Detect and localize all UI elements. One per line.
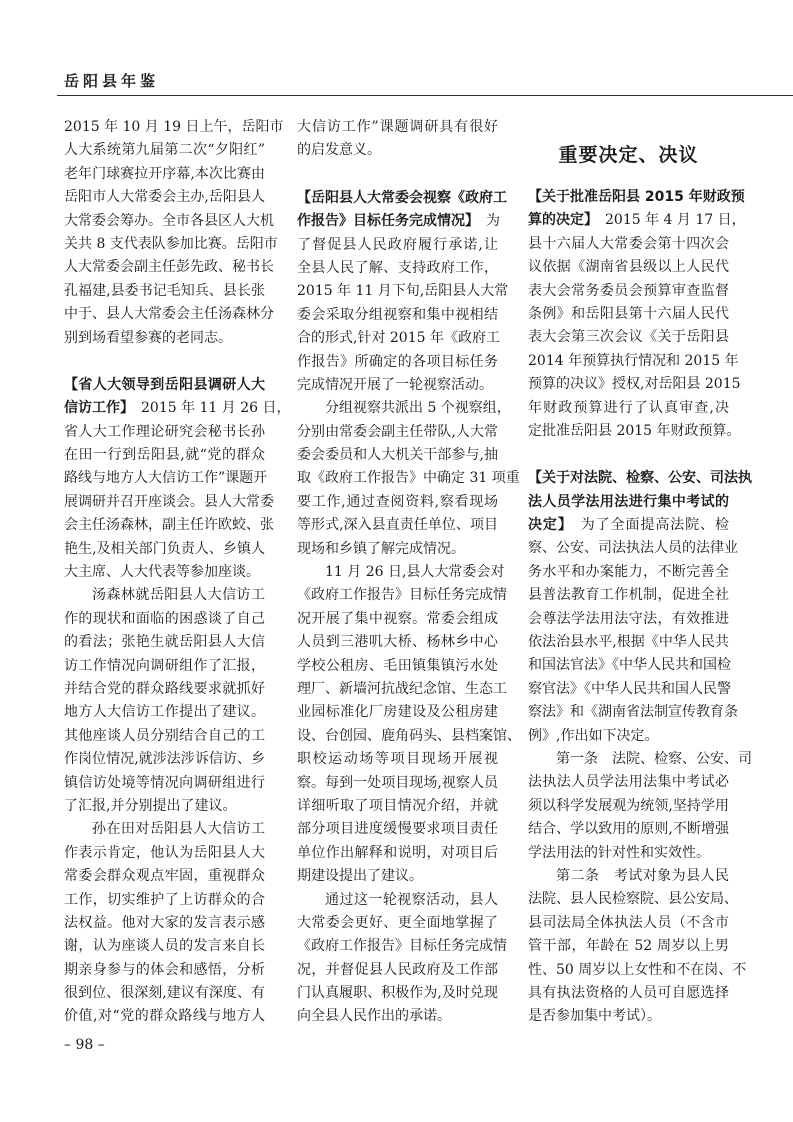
entry-paragraph	[528, 186, 746, 443]
body-text: 门认真履职、积极作为,及时兑现	[297, 985, 498, 1002]
text-line	[64, 608, 265, 631]
body-text: 2015 年 4 月 17 日，	[591, 212, 746, 229]
text-line	[297, 351, 498, 374]
text-line	[528, 326, 729, 349]
body-text: 工作，切实维护了上访群众的合	[64, 891, 265, 908]
text-line	[297, 701, 498, 724]
text-line	[64, 210, 274, 233]
body-text: 在田一行到岳阳县,就“党的群众	[64, 447, 265, 464]
text-line	[64, 233, 278, 256]
body-text: 法执法人员学法用法集中考试必	[528, 774, 729, 791]
text-line	[528, 654, 729, 677]
body-text: 《政府工作报告》目标任务完成情	[297, 938, 507, 955]
body-text: 会主任汤森林，副主任许欧蛟、张	[64, 517, 274, 534]
text-line	[528, 491, 729, 514]
text-line	[64, 397, 291, 420]
body-text: 了汇报,并分别提出了建议。	[64, 797, 237, 814]
text-line	[64, 584, 265, 607]
body-text: 人员到三港叽大桥、杨林乡中心	[297, 634, 498, 651]
text-column-2	[297, 116, 521, 1029]
entry-heading: 作报告》目标任务完成情况】	[297, 213, 472, 230]
body-text: 访工作情况向调研组作了汇报，	[64, 657, 265, 674]
text-line	[528, 514, 729, 537]
text-line	[528, 280, 729, 303]
text-line	[64, 116, 284, 139]
body-text: 作的现状和面临的困惑谈了自己	[64, 610, 265, 627]
text-line	[297, 187, 507, 210]
body-text: 理厂、新墙河抗战纪念馆、生态工	[297, 680, 507, 697]
text-line	[297, 304, 498, 327]
entry-paragraph	[64, 374, 291, 585]
text-column-3	[528, 186, 752, 1029]
body-text: 须以科学发展观为统领,坚持学用	[528, 797, 729, 814]
body-text: 省人大工作理论研究会秘书长孙	[64, 423, 265, 440]
text-line	[528, 584, 729, 607]
text-line	[64, 678, 265, 701]
text-line	[64, 959, 265, 982]
body-text: 汤森林就岳阳县人大信访工	[92, 587, 265, 604]
body-text: 《政府工作报告》目标任务完成情	[297, 587, 507, 604]
text-line	[297, 257, 498, 280]
body-text: 的启发意义。	[297, 142, 381, 159]
body-text: 老年门球赛拉开序幕,本次比赛由	[64, 165, 265, 182]
text-line	[64, 186, 265, 209]
text-line	[297, 678, 507, 701]
body-text: 分组视察共派出 5 个视察组，	[325, 400, 511, 417]
body-text: 期亲身参与的体会和感悟，分析	[64, 961, 265, 978]
body-text: 现场和乡镇了解完成情况。	[297, 540, 465, 557]
body-text: 委会采取分组视察和集中视相结	[297, 306, 498, 323]
text-line	[297, 725, 521, 748]
text-line	[528, 537, 738, 560]
body-text: 取《政府工作报告》中确定 31 项重	[297, 470, 520, 487]
body-paragraph	[528, 865, 747, 1029]
entry-heading: 【岳阳县人大常委会视察《政府工	[297, 189, 507, 206]
body-paragraph	[297, 561, 521, 888]
body-paragraph	[297, 116, 498, 163]
body-text: 价值,对“党的群众路线与地方人	[64, 1008, 265, 1025]
text-line	[297, 631, 498, 654]
body-text: 2015 年 10 月 19 日上午，岳阳市	[64, 119, 284, 135]
text-line	[64, 561, 265, 584]
body-text: 要工作,通过查阅资料,察看现场	[297, 493, 498, 510]
text-line	[528, 467, 752, 490]
text-line	[528, 209, 746, 232]
body-text: 作报告》所确定的各项目标任务	[297, 353, 498, 370]
body-text: 表大会第三次会议《关于岳阳县	[528, 329, 729, 346]
body-text: 通过这一轮视察活动，县人	[325, 891, 498, 908]
text-line	[297, 374, 498, 397]
body-text: 设、台创园、鹿角码头、县档案馆、	[297, 727, 521, 744]
text-line	[64, 935, 265, 958]
body-text: 期建设提出了建议。	[297, 868, 423, 885]
body-text: 察官法》《中华人民共和国人民警	[528, 680, 731, 697]
text-line	[64, 139, 265, 162]
body-text: 例》,作出如下决定。	[528, 727, 659, 744]
body-text: 镇信访处境等情况向调研组进行	[64, 774, 265, 791]
text-line	[64, 912, 265, 935]
body-text: 等形式,深入县直责任单位、项目	[297, 517, 498, 534]
body-text: 2015 年 11 月下旬,岳阳县人大常	[297, 283, 509, 300]
text-line	[297, 655, 498, 678]
body-text: 察。每到一处项目现场,视察人员	[297, 774, 498, 791]
text-line	[64, 889, 265, 912]
text-line	[297, 234, 498, 257]
body-text: 学法用法的针对性和实效性。	[528, 844, 710, 861]
header-rule	[57, 95, 793, 96]
body-text: 表大会常务委员会预算审查监督	[528, 282, 729, 299]
text-line	[64, 701, 265, 724]
text-line	[297, 608, 498, 631]
body-text: 条例》和岳阳县第十六届人民代	[528, 305, 729, 322]
body-text: 大常委会更好、更全面地掌握了	[297, 914, 498, 931]
entry-paragraph	[528, 467, 752, 748]
section-title: 重要决定、决议	[558, 144, 699, 166]
body-text: 县十六届人大常委会第十四次会	[528, 235, 729, 252]
body-text: 部分项目进度缓慢要求项目责任	[297, 821, 498, 838]
body-text: 管干部，年龄在 52 周岁以上男	[528, 938, 729, 955]
body-text: 关共 8 支代表队参加比赛。岳阳市	[64, 235, 278, 252]
body-text: 详细听取了项目情况介绍，并就	[297, 797, 498, 814]
text-line	[528, 795, 729, 818]
text-line	[297, 397, 511, 420]
body-text: 性、50 周岁以上女性和不在岗、不	[528, 961, 747, 978]
body-text: 务水平和办案能力，不断完善全	[528, 563, 729, 580]
body-text: 岳阳市人大常委会主办,岳阳县人	[64, 189, 265, 206]
text-line	[297, 421, 498, 444]
text-line	[64, 865, 265, 888]
text-line	[297, 561, 505, 584]
body-text: 第二条 考试对象为县人民	[556, 867, 729, 884]
entry-heading: 决定】	[528, 517, 566, 534]
text-line	[297, 1005, 498, 1028]
body-text: 年财政预算进行了认真审查,决	[528, 399, 729, 416]
text-line	[297, 584, 507, 607]
body-text: 职校运动场等项目现场开展视	[297, 751, 498, 768]
body-text: 况，并督促县人民政府及工作部	[297, 961, 498, 978]
text-line	[297, 538, 498, 561]
entry-heading: 【关于批准岳阳县 2015 年财政预	[528, 189, 745, 205]
text-line	[64, 725, 265, 748]
body-text: 路线与地方人大信访工作”课题开	[64, 470, 268, 487]
body-text: 分别由常委会副主任带队,人大常	[297, 423, 498, 440]
entry-paragraph	[297, 187, 509, 398]
body-text: 法权益。他对大家的发言表示感	[64, 914, 265, 931]
text-line	[297, 444, 498, 467]
body-text: 察、公安、司法执法人员的法律业	[528, 540, 738, 557]
text-line	[64, 327, 265, 350]
text-line	[64, 842, 265, 865]
body-text: 孙在田对岳阳县人大信访工	[92, 821, 265, 838]
body-text: 单位作出解释和说明，对项目后	[297, 844, 498, 861]
body-text: 向全县人民作出的承诺。	[297, 1008, 451, 1025]
text-line	[64, 538, 265, 561]
body-text: 第一条 法院、检察、公安、司	[556, 750, 752, 767]
text-line	[528, 303, 729, 326]
text-line	[528, 631, 729, 654]
body-text: 大信访工作”课题调研具有很好	[297, 119, 498, 135]
text-line	[528, 912, 729, 935]
text-line	[528, 771, 729, 794]
text-line	[64, 514, 274, 537]
text-line	[297, 935, 507, 958]
text-line	[528, 256, 729, 279]
body-text: 察法》和《湖南省法制宣传教育条	[528, 704, 738, 721]
body-text: 展调研并召开座谈会。县人大常委	[64, 493, 274, 510]
text-line	[528, 701, 738, 724]
body-text: 人大常委会副主任彭先政、秘书长	[64, 259, 274, 276]
text-line	[528, 982, 729, 1005]
text-line	[64, 982, 265, 1005]
entry-heading: 算的决定】	[528, 212, 591, 229]
body-text: 县司法局全体执法人员（不含市	[528, 914, 729, 931]
entry-heading: 法人员学法用法进行集中考试的	[528, 493, 729, 510]
text-line	[297, 889, 498, 912]
text-line	[528, 959, 747, 982]
entry-heading: 【省人大领导到岳阳县调研人大	[64, 376, 265, 393]
body-paragraph	[64, 818, 265, 1029]
body-text: 并结合党的群众路线要求就抓好	[64, 680, 265, 697]
text-line	[528, 865, 729, 888]
text-line	[528, 748, 752, 771]
body-text: 为	[472, 213, 500, 230]
text-line	[297, 327, 498, 350]
text-line	[528, 397, 729, 420]
body-text: 艳生,及相关部门负责人、乡镇人	[64, 540, 265, 557]
entry-heading: 【关于对法院、检察、公安、司法执	[528, 470, 752, 487]
text-line	[528, 935, 729, 958]
body-text: 和国法官法》《中华人民共和国检	[528, 657, 731, 674]
text-column-1	[64, 116, 291, 1029]
body-text: 大常委会筹办。全市各县区人大机	[64, 212, 274, 229]
body-text: 常委会群众观点牢固，重视群众	[64, 868, 265, 885]
text-line	[528, 842, 729, 865]
body-paragraph	[64, 584, 265, 818]
text-line	[64, 467, 268, 490]
body-text: 2014 年预算执行情况和 2015 年	[528, 352, 739, 369]
text-line	[64, 631, 265, 654]
body-text: 依法治县水平,根据《中华人民共	[528, 634, 729, 651]
body-text: 别到场看望参赛的老同志。	[64, 329, 232, 346]
text-line	[297, 514, 498, 537]
body-paragraph	[297, 397, 520, 561]
text-line	[297, 772, 498, 795]
text-line	[297, 748, 498, 771]
text-line	[528, 608, 729, 631]
text-line	[64, 655, 265, 678]
text-line	[297, 842, 498, 865]
body-text: 结合、学以致用的原则,不断增强	[528, 821, 729, 838]
body-text: 预算的决议》授权,对岳阳县 2015	[528, 376, 741, 393]
body-text: 定批准岳阳县 2015 年财政预算。	[528, 422, 741, 439]
text-line	[528, 725, 729, 748]
text-line	[528, 373, 741, 396]
text-line	[64, 1005, 265, 1028]
text-line	[528, 561, 729, 584]
body-text: 委会委员和人大机关干部参与,抽	[297, 447, 498, 464]
entry-heading: 信访工作】	[64, 400, 127, 417]
text-line	[64, 163, 265, 186]
text-line	[528, 678, 729, 701]
body-text: 谢，认为座谈人员的发言来自长	[64, 938, 265, 955]
text-line	[297, 818, 498, 841]
body-text: 会尊法学法用法守法，有效推进	[528, 610, 729, 627]
body-text: 学校公租房、毛田镇集镇污水处	[297, 657, 498, 674]
text-line	[64, 818, 265, 841]
body-text: 人大系统第九届第二次“夕阳红”	[64, 142, 265, 159]
text-line	[64, 374, 265, 397]
text-line	[297, 139, 498, 162]
body-text: 况开展了集中视察。常委会组成	[297, 610, 498, 627]
body-text: 很到位、很深刻,建议有深度、有	[64, 985, 265, 1002]
body-text: 业园标准化厂房建设及公租房建	[297, 704, 498, 721]
body-text: 县普法教育工作机制，促进全社	[528, 587, 729, 604]
body-text: 法院、县人民检察院、县公安局、	[528, 891, 738, 908]
text-line	[528, 233, 729, 256]
text-line	[528, 420, 741, 443]
body-text: 其他座谈人员分别结合自己的工	[64, 727, 265, 744]
body-text: 全县人民了解、支持政府工作，	[297, 259, 498, 276]
text-line	[64, 491, 274, 514]
text-line	[297, 795, 498, 818]
text-line	[297, 280, 509, 303]
text-line	[528, 186, 745, 209]
body-text: 是否参加集中考试）。	[528, 1008, 661, 1025]
text-line	[64, 748, 265, 771]
body-text: 为了全面提高法院、检	[565, 517, 730, 534]
body-paragraph	[297, 889, 507, 1029]
text-line	[64, 795, 265, 818]
body-text: 具有执法资格的人员可自愿选择	[528, 984, 729, 1001]
text-line	[528, 1005, 729, 1028]
text-line	[528, 888, 738, 911]
body-text: 大主席、人大代表等参加座谈。	[64, 564, 260, 581]
body-text: 中于、县人大常委会主任汤森林分	[64, 306, 274, 323]
body-text: 议依据《湖南省县级以上人民代	[528, 259, 729, 276]
body-text: 作岗位情况,就涉法涉诉信访、乡	[64, 751, 265, 768]
body-paragraph	[64, 116, 284, 350]
body-text: 完成情况开展了一轮视察活动。	[297, 376, 493, 393]
body-text: 作表示肯定，他认为岳阳县人大	[64, 844, 265, 861]
text-line	[64, 421, 265, 444]
text-line	[297, 865, 498, 888]
body-text: 地方人大信访工作提出了建议。	[64, 704, 265, 721]
body-text: 的看法；张艳生就岳阳县人大信	[64, 634, 265, 651]
text-line	[297, 912, 498, 935]
text-line	[297, 982, 498, 1005]
text-line	[64, 256, 274, 279]
body-text: 11 月 26 日,县人大常委会对	[325, 564, 505, 581]
text-line	[297, 959, 498, 982]
text-line	[297, 116, 498, 139]
body-text: 2015 年 11 月 26 日，	[127, 400, 291, 417]
text-line	[64, 772, 265, 795]
text-line	[297, 467, 520, 490]
body-text: 了督促县人民政府履行承诺,让	[297, 236, 498, 253]
body-paragraph	[528, 748, 752, 865]
body-text: 合的形式,针对 2015 年《政府工	[297, 330, 500, 347]
text-line	[64, 303, 274, 326]
text-line	[528, 350, 739, 373]
text-line	[297, 491, 498, 514]
running-header: 岳阳县年鉴	[64, 72, 160, 90]
text-line	[64, 444, 265, 467]
text-line	[297, 210, 498, 233]
text-line	[64, 280, 265, 303]
body-text: 孔福建,县委书记毛知兵、县长张	[64, 282, 265, 299]
text-line	[528, 818, 729, 841]
page-number: – 98 –	[64, 1037, 105, 1053]
